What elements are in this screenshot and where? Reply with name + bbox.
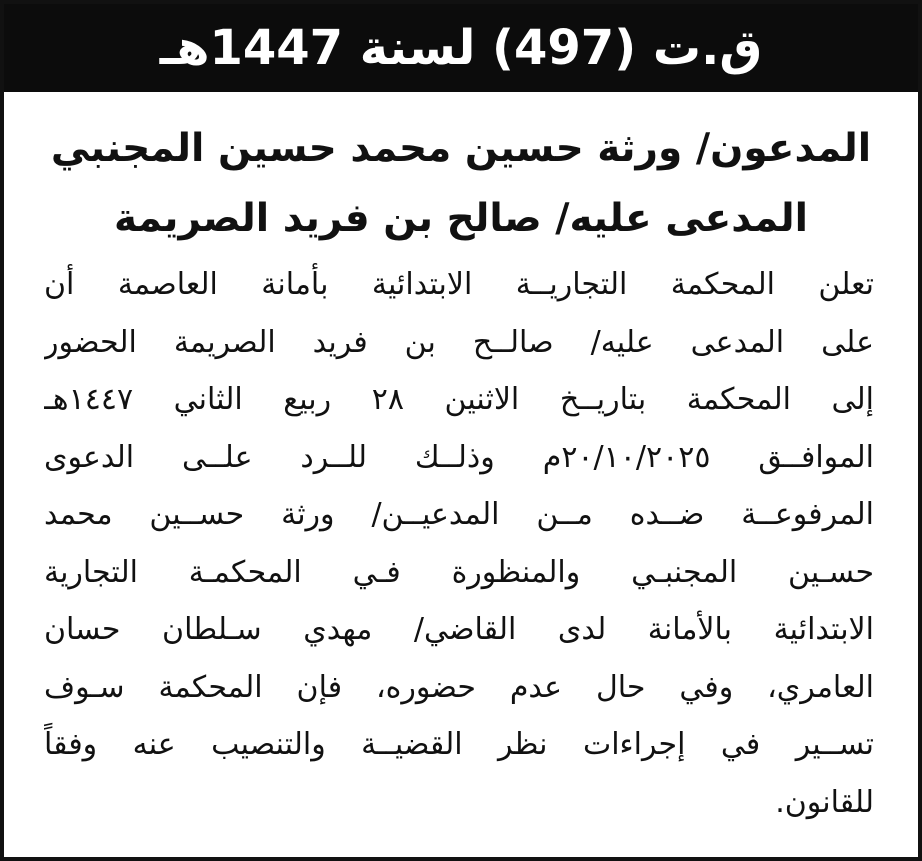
notice-body: [44, 254, 874, 831]
body-line: الابتدائية بالأمانة لدى القاضي/ مهدي سـلطان حسان: [44, 612, 874, 647]
plaintiffs-line: المدعون/ ورثة حسين محمد حسين المجنبي: [50, 126, 872, 171]
body-line: المرفوعــة ضــده مــن المدعيــن/ ورثة حســين محمد: [44, 497, 874, 532]
case-header: [4, 4, 918, 92]
case-number-title: ق.ت (497) لسنة 1447هـ: [159, 20, 763, 76]
body-line: تســير في إجراءات نظر القضيــة والتنصيب عنه وفقاً: [44, 727, 874, 762]
body-line: العامري، وفي حال عدم حضوره، فإن المحكمة سـوف: [44, 669, 874, 705]
body-line: على المدعى عليه/ صالــح بن فريد الصريمة الحضور: [44, 324, 874, 360]
parties-section: [4, 114, 918, 254]
body-line: حسـين المجنبـي والمنظورة فـي المحكمـة التجارية: [44, 554, 874, 590]
body-line: للقانون.: [775, 784, 874, 820]
body-line: تعلن المحكمة التجاريــة الابتدائية بأمانة العاصمة أن: [44, 267, 874, 302]
body-line: الموافــق ٢٠/١٠/٢٠٢٥م وذلــك للــرد علــى الدعوى: [44, 439, 874, 475]
body-line: إلى المحكمة بتاريــخ الاثنين ٢٨ ربيع الثاني ١٤٤٧هـ: [44, 382, 874, 417]
defendant-line: المدعى عليه/ صالح بن فريد الصريمة: [114, 196, 808, 241]
